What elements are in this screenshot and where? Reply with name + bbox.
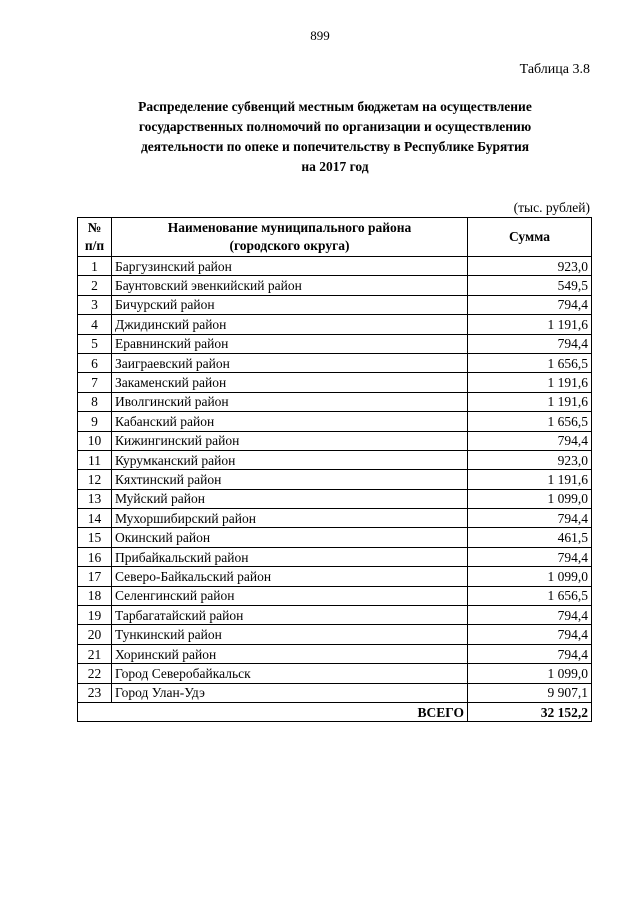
row-sum: 1 191,6: [468, 373, 592, 392]
row-number: 13: [78, 489, 112, 508]
row-number: 9: [78, 412, 112, 431]
row-sum: 794,4: [468, 431, 592, 450]
total-label: ВСЕГО: [78, 702, 468, 721]
row-district-name: Хоринский район: [112, 644, 468, 663]
row-number: 17: [78, 567, 112, 586]
table-body: [78, 257, 592, 703]
row-district-name: Баргузинский район: [112, 257, 468, 276]
table-row: [78, 470, 592, 489]
table-row: [78, 353, 592, 372]
row-district-name: Курумканский район: [112, 450, 468, 469]
table-row: [78, 412, 592, 431]
header-num-line1: №: [87, 220, 102, 235]
row-number: 16: [78, 547, 112, 566]
row-number: 8: [78, 392, 112, 411]
row-district-name: Кижингинский район: [112, 431, 468, 450]
row-number: 21: [78, 644, 112, 663]
row-district-name: Кабанский район: [112, 412, 468, 431]
row-sum: 794,4: [468, 625, 592, 644]
title-line: деятельности по опеке и попечительству в Республике Бурятия: [140, 139, 530, 154]
row-district-name: Кяхтинский район: [112, 470, 468, 489]
row-district-name: Северо-Байкальский район: [112, 567, 468, 586]
table-row: [78, 295, 592, 314]
row-number: 18: [78, 586, 112, 605]
table-row: [78, 276, 592, 295]
row-number: 3: [78, 295, 112, 314]
row-sum: 794,4: [468, 644, 592, 663]
header-name: [112, 218, 468, 257]
row-number: 22: [78, 664, 112, 683]
header-num-line2: п/п: [84, 238, 105, 253]
row-sum: 549,5: [468, 276, 592, 295]
total-value: 32 152,2: [468, 702, 592, 721]
table-row: [78, 567, 592, 586]
row-district-name: Тарбагатайский район: [112, 606, 468, 625]
row-district-name: Окинский район: [112, 528, 468, 547]
row-sum: 9 907,1: [468, 683, 592, 702]
page-number: 899: [310, 28, 330, 43]
row-number: 11: [78, 450, 112, 469]
table-label: Таблица 3.8: [519, 62, 590, 77]
table-row: [78, 509, 592, 528]
row-number: 15: [78, 528, 112, 547]
row-number: 20: [78, 625, 112, 644]
row-number: 23: [78, 683, 112, 702]
row-district-name: Муйский район: [112, 489, 468, 508]
table-row: [78, 334, 592, 353]
row-sum: 794,4: [468, 334, 592, 353]
row-district-name: Селенгинский район: [112, 586, 468, 605]
row-sum: 461,5: [468, 528, 592, 547]
row-sum: 1 656,5: [468, 412, 592, 431]
row-number: 4: [78, 315, 112, 334]
row-district-name: Город Улан-Удэ: [112, 683, 468, 702]
row-number: 5: [78, 334, 112, 353]
header-sum: Сумма: [468, 218, 592, 257]
row-sum: 1 656,5: [468, 353, 592, 372]
units-label: (тыс. рублей): [513, 200, 590, 215]
row-sum: 1 191,6: [468, 315, 592, 334]
row-district-name: Город Северобайкальск: [112, 664, 468, 683]
document-title: [90, 97, 580, 177]
row-number: 19: [78, 606, 112, 625]
row-sum: 1 099,0: [468, 664, 592, 683]
row-district-name: Бичурский район: [112, 295, 468, 314]
row-number: 6: [78, 353, 112, 372]
title-line: на 2017 год: [301, 159, 369, 174]
row-district-name: Мухоршибирский район: [112, 509, 468, 528]
row-number: 2: [78, 276, 112, 295]
row-number: 10: [78, 431, 112, 450]
table-row: [78, 431, 592, 450]
row-sum: 1 191,6: [468, 392, 592, 411]
row-sum: 1 656,5: [468, 586, 592, 605]
table-row: [78, 683, 592, 702]
table-row: [78, 547, 592, 566]
table-row: [78, 528, 592, 547]
table-row: [78, 257, 592, 276]
row-sum: 794,4: [468, 295, 592, 314]
table-header-row: [78, 218, 592, 257]
header-num: [78, 218, 112, 257]
row-sum: 923,0: [468, 257, 592, 276]
row-district-name: Джидинский район: [112, 315, 468, 334]
row-district-name: Баунтовский эвенкийский район: [112, 276, 468, 295]
header-name-line1: Наименование муниципального района: [167, 220, 412, 235]
row-sum: 1 099,0: [468, 489, 592, 508]
table-row: [78, 489, 592, 508]
table-row: [78, 315, 592, 334]
row-sum: 1 099,0: [468, 567, 592, 586]
row-district-name: Прибайкальский район: [112, 547, 468, 566]
row-number: 7: [78, 373, 112, 392]
row-sum: 794,4: [468, 509, 592, 528]
header-name-line2: (городского округа): [229, 238, 350, 253]
subvention-table: [77, 217, 592, 722]
table-row: [78, 450, 592, 469]
table-row: [78, 586, 592, 605]
row-district-name: Тункинский район: [112, 625, 468, 644]
table-row: [78, 373, 592, 392]
row-sum: 794,4: [468, 606, 592, 625]
row-district-name: Закаменский район: [112, 373, 468, 392]
row-number: 12: [78, 470, 112, 489]
table-row: [78, 664, 592, 683]
table-row: [78, 392, 592, 411]
row-sum: 794,4: [468, 547, 592, 566]
total-row: [78, 702, 592, 721]
row-sum: 1 191,6: [468, 470, 592, 489]
table-row: [78, 625, 592, 644]
title-line: Распределение субвенций местным бюджетам на осуществление: [138, 99, 532, 114]
table-row: [78, 644, 592, 663]
row-number: 14: [78, 509, 112, 528]
title-line: государственных полномочий по организации и осуществлению: [138, 119, 532, 134]
row-number: 1: [78, 257, 112, 276]
row-district-name: Еравнинский район: [112, 334, 468, 353]
row-sum: 923,0: [468, 450, 592, 469]
row-district-name: Заиграевский район: [112, 353, 468, 372]
row-district-name: Иволгинский район: [112, 392, 468, 411]
table-row: [78, 606, 592, 625]
